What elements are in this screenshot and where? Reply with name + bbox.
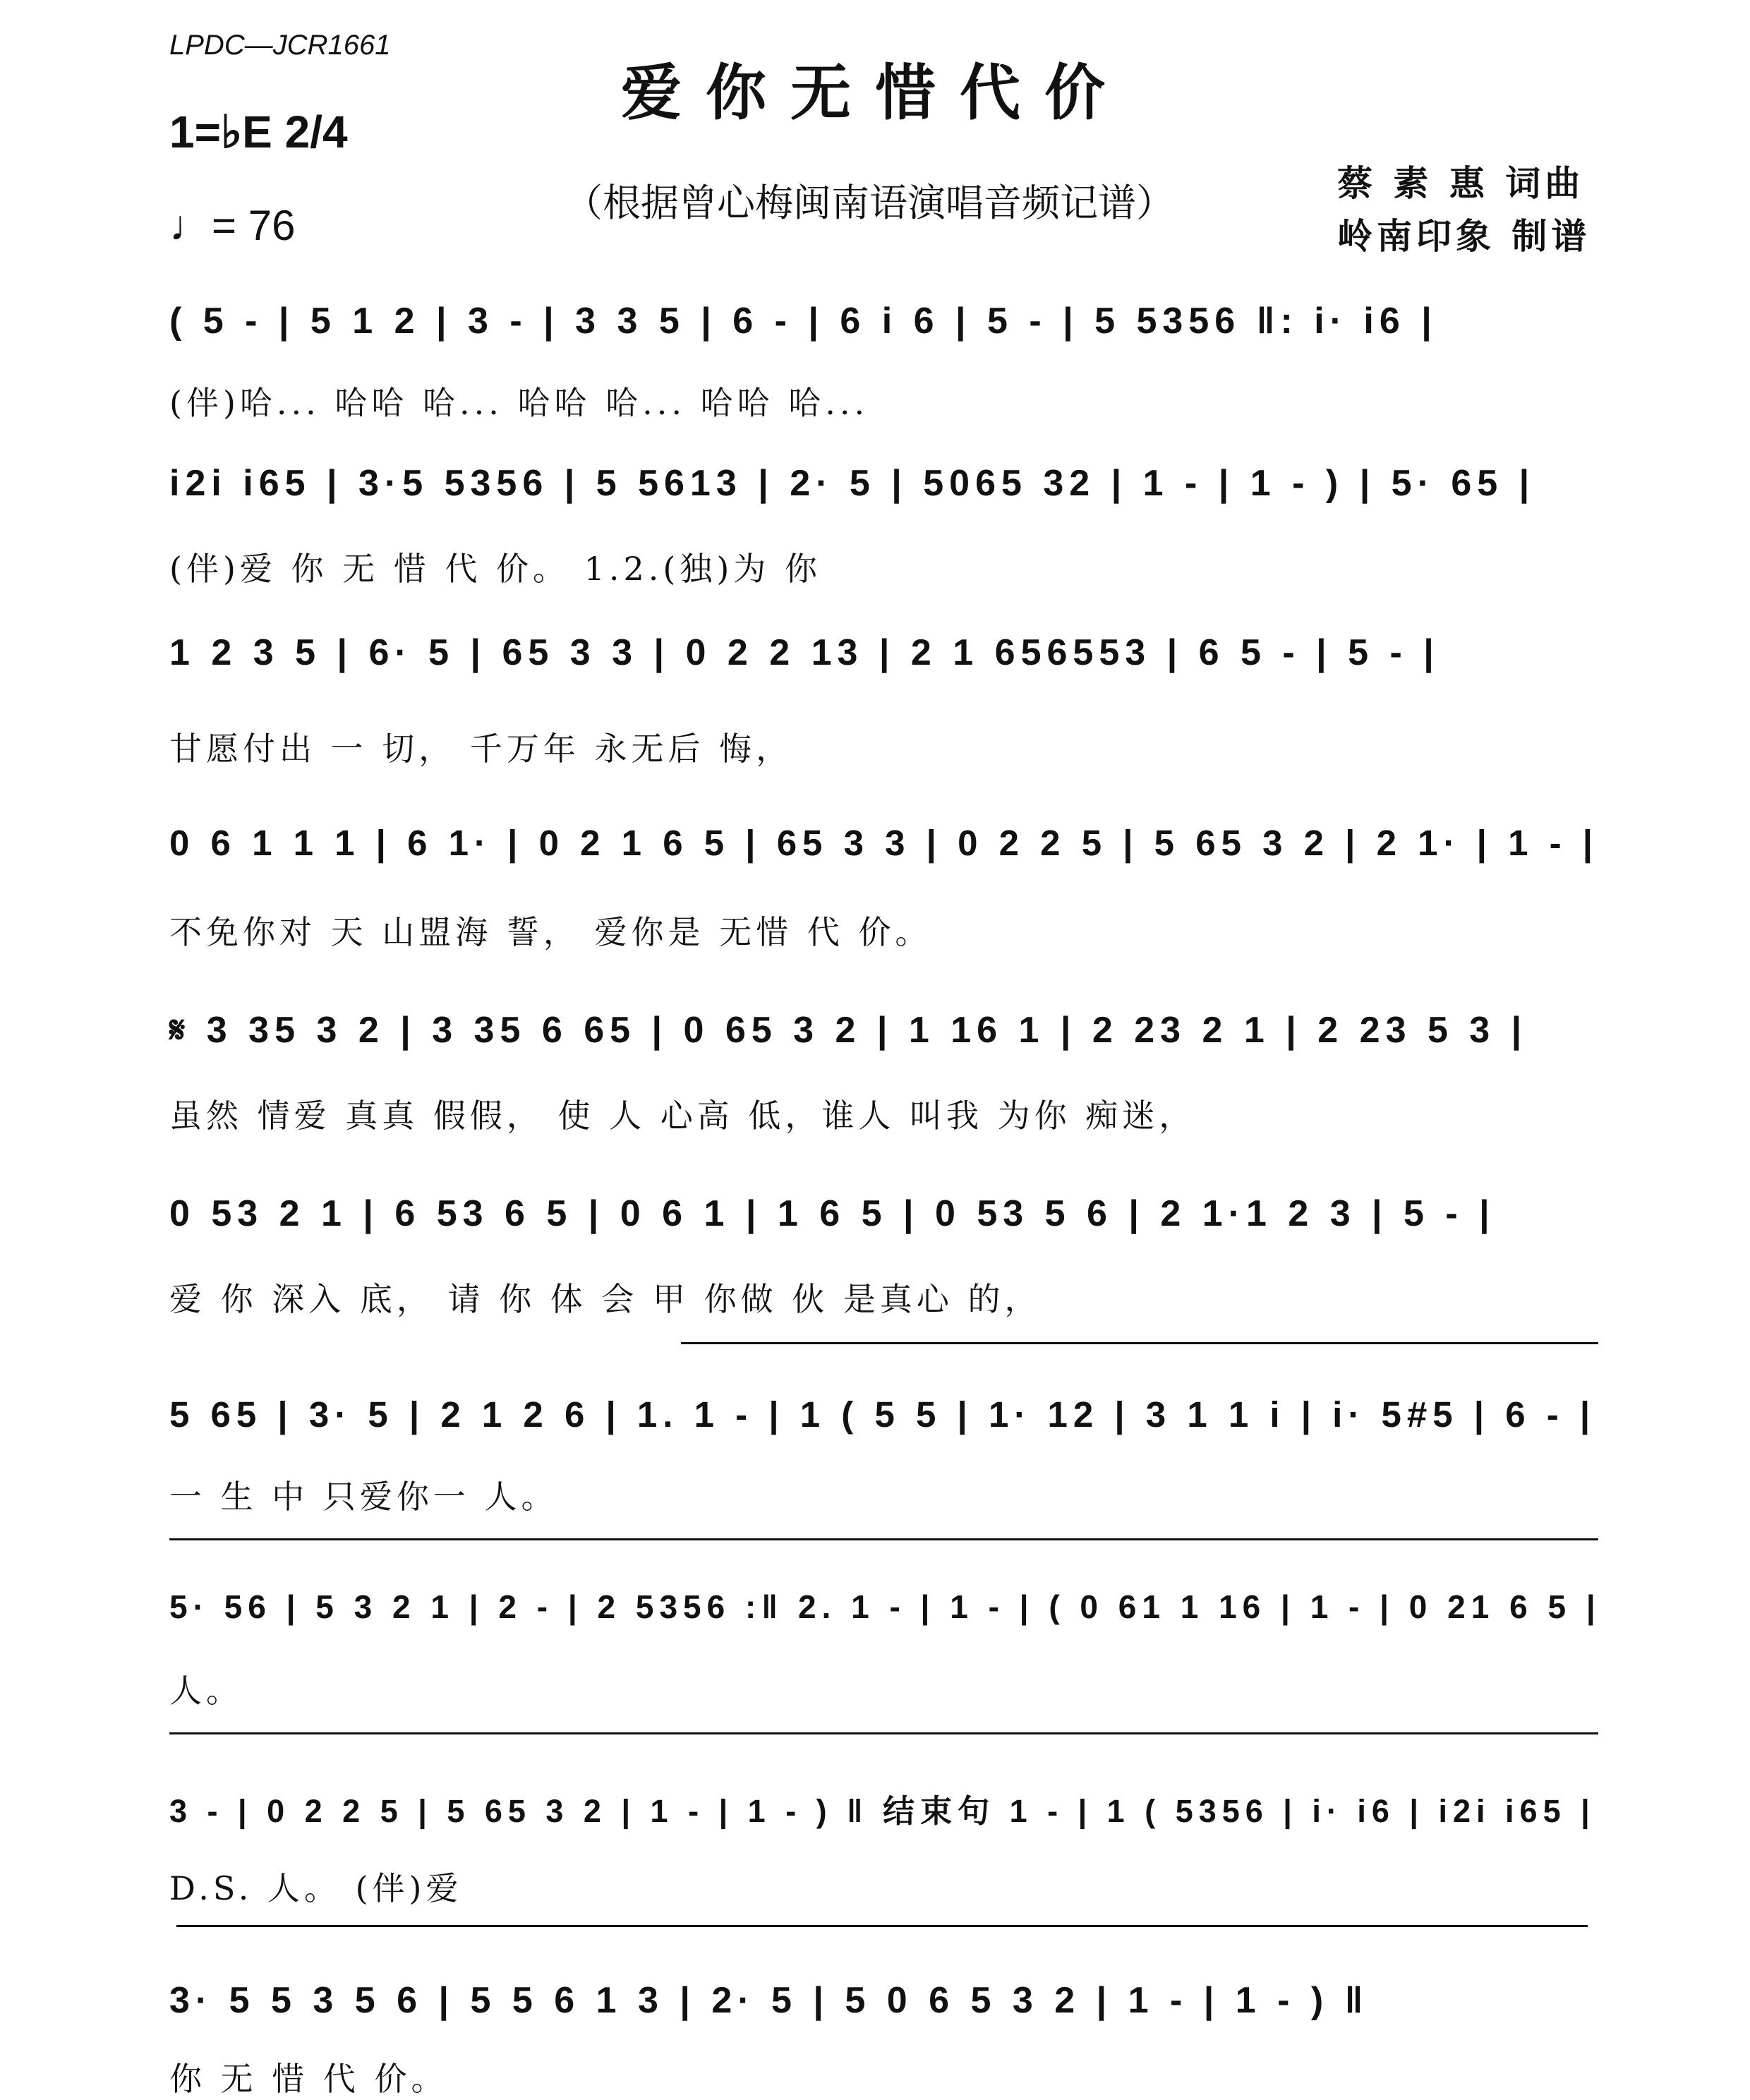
credit-arranger: 岭南印象 制谱 [1337,215,1591,257]
lyric-line-10: 你 无 惜 代 价。 [169,2060,448,2098]
subtitle: （根据曾心梅闽南语演唱音频记谱） [565,181,1174,225]
lyric-line-7: 一 生 中 只爱你一 人。 [169,1478,558,1516]
tempo-mark: ♩= 76 [169,202,296,249]
lyric-line-2: (伴)爱 你 无 惜 代 价。 1.2.(独)为 你 [169,550,821,588]
lyric-line-4: 不免你对 天 山盟海 誓， 爱你是 无惜 代 价。 [169,913,932,951]
music-line-1: ( 5 - | 5 1 2 | 3 - | 3 3 5 | 6 - | 6 i 6 | 5 - | 5 5356 ‖: i· i6 | [169,301,1437,342]
music-line-3: 1 2 3 5 | 6· 5 | 65 3 3 | 0 2 2 13 | 2 1 656553 | 6 5 - | 5 - | [169,632,1440,673]
system-rule-10 [176,1925,1588,1927]
music-line-7: 5 65 | 3· 5 | 2 1 2 6 | 1. 1 - | 1 ( 5 5 | 1· 12 | 3 1 1 i | i· 5#5 | 6 - | [169,1394,1596,1435]
song-title: 爱你无惜代价 [621,57,1129,128]
lyric-line-9: D.S. 人。 (伴)爱 [169,1869,463,1907]
music-line-8: 5· 56 | 5 3 2 1 | 2 - | 2 5356 :‖ 2. 1 - | 1 - | ( 0 61 1 16 | 1 - | 0 21 6 5 | [169,1588,1601,1625]
lyric-line-8: 人。 [169,1672,243,1710]
system-rule-9 [169,1732,1598,1734]
system-rule-8 [169,1538,1598,1540]
music-line-4: 0 6 1 1 1 | 6 1· | 0 2 1 6 5 | 65 3 3 | 0 2 2 5 | 5 65 3 2 | 2 1· | 1 - | [169,823,1599,863]
music-line-10: 3· 5 5 3 5 6 | 5 5 6 1 3 | 2· 5 | 5 0 6 5 3 2 | 1 - | 1 - ) ‖ [169,1980,1369,2021]
music-line-9: 3 - | 0 2 2 5 | 5 65 3 2 | 1 - | 1 - ) ‖ 结束句 1 - | 1 ( 5356 | i· i6 | i2i i65 | [169,1793,1595,1829]
lyric-line-6: 爱 你 深入 底， 请 你 体 会 甲 你做 伙 是真心 的， [169,1280,1042,1318]
lyric-line-1: (伴)哈... 哈哈 哈... 哈哈 哈... 哈哈 哈... [169,384,869,422]
music-line-5: 𝄋 3 35 3 2 | 3 35 6 65 | 0 65 3 2 | 1 16 1 | 2 23 2 1 | 2 23 5 3 | [169,1010,1528,1051]
catalog-code: LPDC—JCR1661 [169,30,391,61]
key-signature: 1=♭E 2/4 [169,107,348,157]
credit-composer: 蔡 素 惠 词曲 [1337,162,1585,204]
music-line-2: i2i i65 | 3·5 5356 | 5 5613 | 2· 5 | 5065 32 | 1 - | 1 - ) | 5· 65 | [169,463,1535,504]
lyric-line-5: 虽然 情爱 真真 假假， 使 人 心高 低，谁人 叫我 为你 痴迷， [169,1097,1196,1135]
music-line-6: 0 53 2 1 | 6 53 6 5 | 0 6 1 | 1 6 5 | 0 53 5 6 | 2 1·1 2 3 | 5 - | [169,1193,1495,1234]
volta-line-1 [681,1342,1598,1344]
lyric-line-3: 甘愿付出 一 切， 千万年 永无后 悔， [169,730,793,768]
